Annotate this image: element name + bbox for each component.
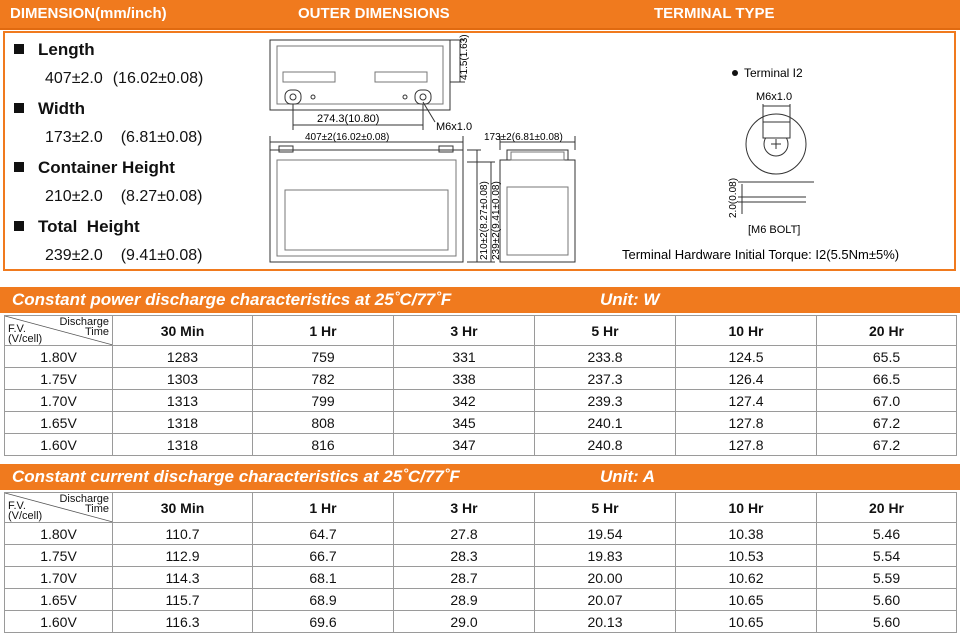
column-header: 30 Min	[113, 316, 253, 346]
table-row: 1.60V 116.3 69.6 29.0 20.13 10.65 5.60	[5, 611, 957, 633]
table-header-row	[5, 316, 957, 346]
dimension-inch: (6.81±0.08)	[120, 129, 203, 146]
dimension-mm: 407±2.0	[45, 70, 103, 87]
dimension-label: Width	[38, 99, 86, 118]
dim-label: M6x1.0	[436, 121, 473, 133]
column-header: 30 Min	[113, 493, 253, 523]
column-header: 10 Hr	[676, 316, 817, 346]
dim-label: 210±2(8.27±0.08)	[479, 181, 490, 260]
dimension-length	[14, 40, 264, 99]
bullet-square-icon	[14, 162, 24, 172]
side-view-outline	[500, 160, 575, 262]
power-table-title: Constant power discharge characteristics at 25˚C/77˚F	[12, 290, 452, 309]
table-row: 1.75V 1303 782 338 237.3 126.4 66.5	[5, 368, 957, 390]
terminal-bolt-label: [M6 BOLT]	[748, 224, 801, 236]
column-header: 3 Hr	[394, 316, 535, 346]
current-table-unit: Unit: A	[600, 467, 656, 486]
table-row: 1.70V 1313 799 342 239.3 127.4 67.0	[5, 390, 957, 412]
torque-note: Terminal Hardware Initial Torque: I2(5.5Nm±5%)	[622, 247, 900, 262]
table-row: 1.75V 112.9 66.7 28.3 19.83 10.53 5.54	[5, 545, 957, 567]
terminal-thread-label: M6x1.0	[756, 91, 793, 103]
current-discharge-table	[4, 492, 957, 633]
dim-label: 173±2(6.81±0.08)	[484, 132, 563, 143]
power-table-title-bar	[0, 287, 960, 313]
dimension-heading: DIMENSION(mm/inch)	[10, 5, 167, 22]
dimension-width	[14, 99, 264, 158]
dim-label: 239±2(9.41±0.08)	[491, 181, 502, 260]
table-row: 1.70V 114.3 68.1 28.7 20.00 10.62 5.59	[5, 567, 957, 589]
dimension-total-height	[14, 217, 264, 276]
dimension-label: Total Height	[38, 217, 140, 236]
table-row: 1.65V 115.7 68.9 28.9 20.07 10.65 5.60	[5, 589, 957, 611]
dim-label: 274.3(10.80)	[317, 113, 380, 125]
column-header: 5 Hr	[535, 493, 676, 523]
outer-dimensions-drawing	[255, 32, 600, 270]
bullet-square-icon	[14, 221, 24, 231]
terminal-drawing	[600, 32, 952, 270]
dimension-inch: (9.41±0.08)	[120, 247, 203, 264]
dim-label: 407±2(16.02±0.08)	[305, 132, 390, 143]
power-table-unit: Unit: W	[600, 290, 660, 309]
dimension-mm: 239±2.0	[45, 247, 103, 264]
bullet-square-icon	[14, 103, 24, 113]
column-header: 10 Hr	[676, 493, 817, 523]
column-header: 3 Hr	[394, 493, 535, 523]
dimension-mm: 210±2.0	[45, 188, 103, 205]
current-table-title-bar	[0, 464, 960, 490]
column-header: 20 Hr	[817, 316, 957, 346]
dimension-list	[14, 40, 264, 276]
column-header: 5 Hr	[535, 316, 676, 346]
corner-cell: Discharge Time F.V. (V/cell)	[5, 493, 113, 523]
dimension-mm: 173±2.0	[45, 129, 103, 146]
dimension-inch: (16.02±0.08)	[112, 70, 204, 87]
header-bar	[0, 0, 960, 30]
current-table-title: Constant current discharge characteristics at 25˚C/77˚F	[12, 467, 460, 486]
bullet-square-icon	[14, 44, 24, 54]
front-view-outline	[270, 150, 463, 262]
terminal-type-heading: TERMINAL TYPE	[654, 5, 775, 22]
power-discharge-table	[4, 315, 957, 456]
table-row: 1.65V 1318 808 345 240.1 127.8 67.2	[5, 412, 957, 434]
column-header: 1 Hr	[253, 316, 394, 346]
corner-cell: Discharge Time F.V. (V/cell)	[5, 316, 113, 346]
column-header: 20 Hr	[817, 493, 957, 523]
column-header: 1 Hr	[253, 493, 394, 523]
dimension-label: Container Height	[38, 158, 175, 177]
terminal-height-label: 2.0(0.08)	[728, 177, 739, 218]
dimension-inch: (8.27±0.08)	[120, 188, 203, 205]
dim-label: 41.5(1.63)	[459, 34, 470, 80]
dimension-container-height	[14, 158, 264, 217]
table-header-row	[5, 493, 957, 523]
dimension-label: Length	[38, 40, 95, 59]
outer-dimensions-heading: OUTER DIMENSIONS	[298, 5, 450, 22]
table-row: 1.80V 1283 759 331 233.8 124.5 65.5	[5, 346, 957, 368]
terminal-type-label: Terminal I2	[744, 66, 803, 80]
table-row: 1.80V 110.7 64.7 27.8 19.54 10.38 5.46	[5, 523, 957, 545]
bullet-dot-icon	[732, 70, 738, 76]
table-row: 1.60V 1318 816 347 240.8 127.8 67.2	[5, 434, 957, 456]
